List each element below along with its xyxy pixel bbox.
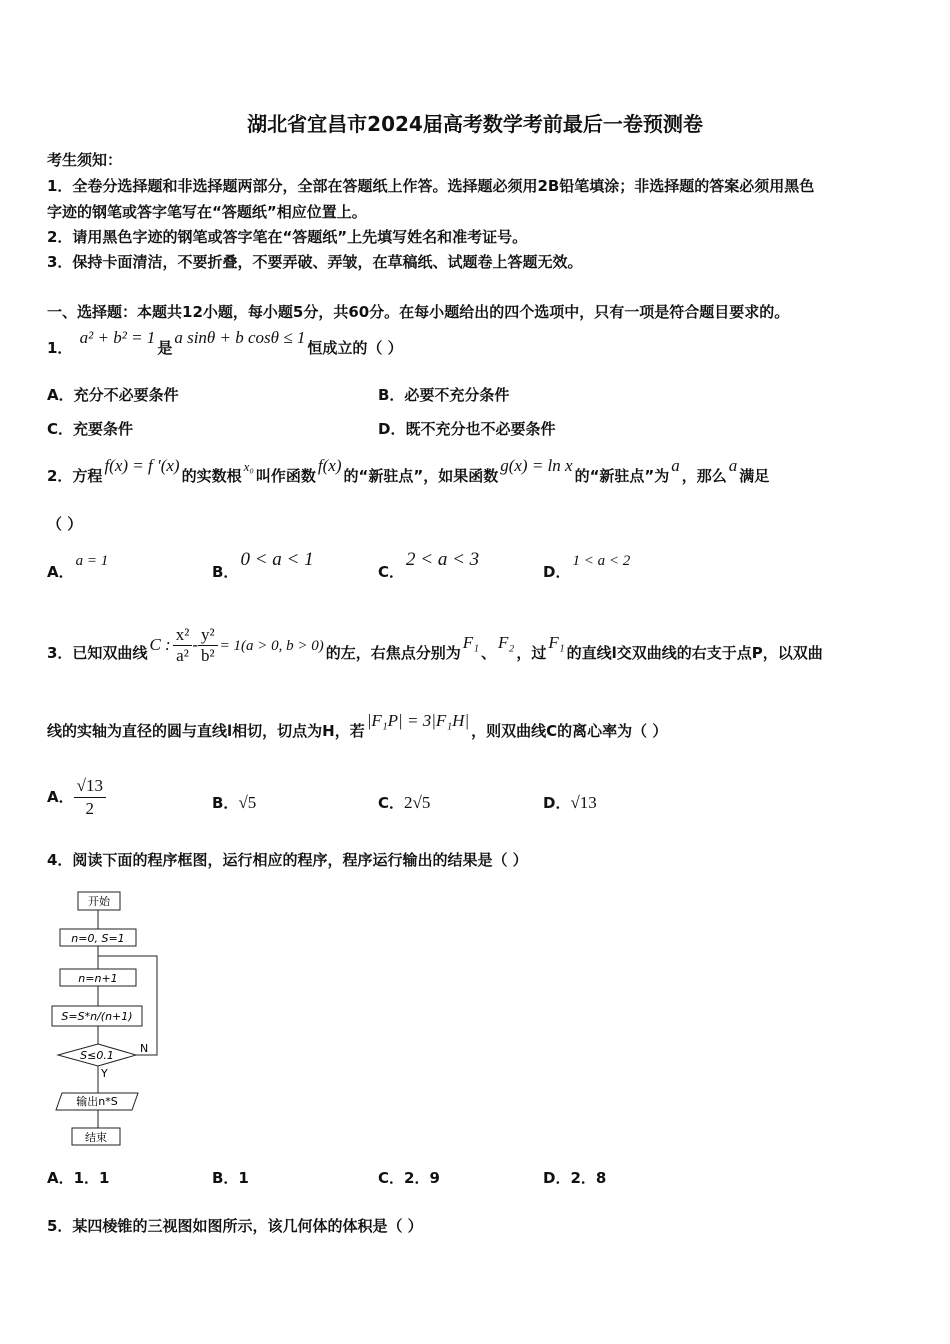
- q4-option-a: A．1．1: [47, 1169, 110, 1187]
- q1-text: 恒成立的（ ）: [307, 339, 403, 357]
- q1-option-c: C．充要条件: [47, 420, 134, 438]
- q2-text: 2．方程: [47, 467, 103, 485]
- option-math: 2 < a < 3: [406, 549, 480, 570]
- q4-option-b: B．1: [212, 1169, 249, 1187]
- q1-text: 是: [157, 339, 173, 357]
- option-math: √5: [238, 793, 257, 812]
- q1-option-d: D．既不充分也不必要条件: [378, 420, 556, 438]
- q2-option-b: [212, 549, 316, 582]
- q3-option-b: [212, 793, 256, 813]
- notice-item: 3．保持卡面清洁，不要折叠，不要弄破、弄皱，在草稿纸、试题卷上答题无效。: [47, 253, 583, 271]
- q1-number: 1．: [47, 339, 73, 357]
- q2-text: 叫作函数: [255, 467, 316, 485]
- q3-option-c: [378, 793, 430, 813]
- question-1: [47, 328, 403, 358]
- q1-option-b: B．必要不充分条件: [378, 386, 510, 404]
- q2-option-d: [543, 553, 632, 583]
- flow-start: 开始: [88, 895, 110, 908]
- q2-formula: f(x): [317, 456, 342, 475]
- q2-formula: f(x) = f ′(x): [104, 456, 180, 475]
- option-label: B．: [212, 794, 239, 812]
- q3-formula: = 1(a > 0, b > 0): [219, 638, 324, 654]
- option-math: 2√5: [404, 793, 431, 812]
- section-heading: 一、选择题：本题共12小题，每小题5分，共60分。在每小题给出的四个选项中，只有一项是符合题目要求的。: [47, 303, 790, 321]
- q2-formula: a: [728, 456, 738, 475]
- option-label: C．: [378, 563, 405, 581]
- notice-item: 1．全卷分选择题和非选择题两部分，全部在答题纸上作答。选择题必须用2B铅笔填涂；非选择题的答案必须用黑色: [47, 177, 815, 195]
- denominator: 2: [85, 799, 95, 818]
- q3-text: 3．已知双曲线: [47, 644, 148, 662]
- denominator: a²: [176, 646, 189, 665]
- option-math: 0 < a < 1: [240, 549, 314, 570]
- numerator: y²: [198, 625, 218, 646]
- q2-text: 的“新驻点”，如果函数: [343, 467, 499, 485]
- flowchart: [40, 880, 180, 1150]
- option-fraction: [74, 775, 106, 820]
- flow-step2: S=S*n/(n+1): [61, 1010, 133, 1023]
- q2-text: 满足: [739, 467, 770, 485]
- flow-step1: n=n+1: [78, 972, 118, 985]
- flow-condition: S≤0.1: [80, 1049, 114, 1062]
- q3-fraction: [173, 625, 193, 666]
- flow-init: n=0, S=1: [71, 932, 125, 945]
- q3-text: 的左，右焦点分别为: [325, 644, 461, 662]
- question-4: 4．阅读下面的程序框图，运行相应的程序，程序运行输出的结果是（ ）: [47, 851, 528, 869]
- q3-formula: |F₁P| = 3|F₁H|: [366, 711, 470, 730]
- option-math: 1 < a < 2: [572, 553, 631, 569]
- option-label: A．: [47, 788, 74, 806]
- question-3-line-2: [47, 711, 668, 741]
- notice-item: 字迹的钢笔或答字笔写在“答题纸”相应位置上。: [47, 203, 367, 221]
- question-3: [47, 625, 823, 674]
- q3-text: ，过: [516, 644, 547, 662]
- q2-option-c: [378, 549, 481, 582]
- q2-paren: （ ）: [47, 515, 83, 533]
- option-label: B．: [212, 563, 239, 581]
- q4-option-c: C．2．9: [378, 1169, 440, 1187]
- q3-formula: F₁: [548, 633, 565, 652]
- option-label: C．: [378, 794, 405, 812]
- page-title: 湖北省宜昌市2024届高考数学考前最后一卷预测卷: [247, 112, 703, 136]
- q2-formula: a: [671, 456, 680, 475]
- q3-text: ，则双曲线C的离心率为（ ）: [471, 722, 668, 740]
- q2-option-a: [47, 553, 110, 583]
- q3-text: 线的实轴为直径的圆与直线l相切，切点为H，若: [47, 722, 365, 740]
- q3-option-a: [47, 775, 106, 820]
- option-label: D．: [543, 563, 571, 581]
- q3-formula: F₁: [462, 633, 480, 652]
- q2-text: 的“新驻点”为: [574, 467, 670, 485]
- numerator: x²: [173, 625, 193, 646]
- q1-formula-1: a² + b² = 1: [79, 328, 156, 347]
- q2-text: ，那么: [681, 467, 727, 485]
- q3-option-d: [543, 793, 597, 813]
- q2-formula: x₀: [243, 459, 254, 474]
- flow-output: 输出n*S: [76, 1095, 118, 1108]
- q3-formula: F₂: [498, 633, 515, 652]
- q4-option-d: D．2．8: [543, 1169, 607, 1187]
- numerator: √13: [74, 775, 106, 798]
- question-5: 5．某四棱锥的三视图如图所示，该几何体的体积是（ ）: [47, 1217, 423, 1235]
- q1-option-a: A．充分不必要条件: [47, 386, 179, 404]
- flow-yes-label: Y: [101, 1067, 108, 1080]
- question-2: [47, 456, 770, 487]
- q2-formula: g(x) = ln x: [500, 456, 573, 475]
- notice-item: 2．请用黑色字迹的钢笔或答字笔在“答题纸”上先填写姓名和准考证号。: [47, 228, 528, 246]
- q1-formula-2: a sinθ + b cosθ ≤ 1: [174, 328, 306, 347]
- q3-formula: -: [192, 635, 198, 654]
- denominator: b²: [200, 646, 215, 665]
- option-label: A．: [47, 563, 74, 581]
- q3-text: 、: [481, 644, 497, 662]
- q3-text: 的直线l交双曲线的右支于点P，以双曲: [566, 644, 823, 662]
- option-label: D．: [543, 794, 571, 812]
- option-math: a = 1: [75, 553, 109, 569]
- flow-no-label: N: [140, 1042, 149, 1055]
- notice-heading: 考生须知：: [47, 151, 123, 169]
- q3-fraction: [198, 625, 218, 666]
- flow-end: 结束: [85, 1131, 107, 1144]
- q3-formula: C :: [149, 635, 171, 654]
- q2-text: 的实数根: [181, 467, 242, 485]
- option-math: √13: [570, 793, 597, 812]
